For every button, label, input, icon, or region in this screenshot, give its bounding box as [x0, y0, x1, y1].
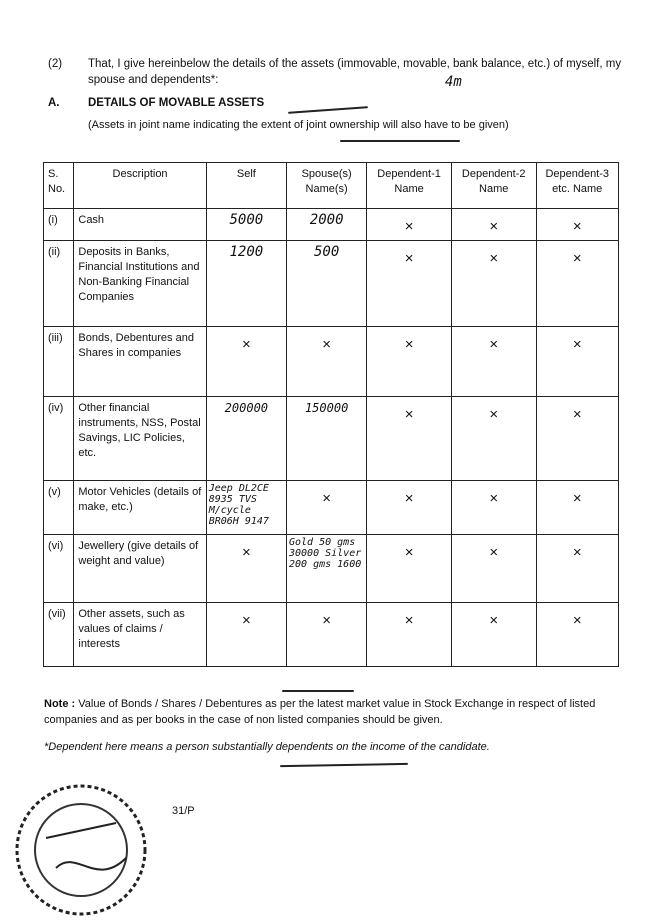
cross-mark: ×	[404, 612, 414, 629]
header-dependent-3: Dependent-3 etc. Name	[536, 163, 619, 209]
row-description: Jewellery (give details of weight and value)	[74, 535, 206, 603]
row-dep1	[367, 209, 452, 241]
row-dep2	[451, 535, 536, 603]
cross-mark: ×	[572, 406, 582, 423]
row-self	[206, 327, 286, 397]
cross-mark: ×	[404, 336, 414, 353]
cross-mark: ×	[572, 490, 582, 507]
cross-mark: ×	[489, 612, 499, 629]
cross-mark: ×	[404, 250, 414, 267]
cross-mark: ×	[322, 490, 332, 507]
table-header-row	[44, 163, 619, 209]
section-note: (Assets in joint name indicating the extent of joint ownership will also have to be given)	[88, 119, 509, 131]
row-description: Other assets, such as values of claims / interests	[74, 603, 206, 667]
row-dep1	[367, 603, 452, 667]
row-spouse	[287, 481, 367, 535]
row-sno: (i)	[44, 209, 74, 241]
row-spouse	[287, 397, 367, 481]
row-dep3	[536, 481, 619, 535]
header-dependent-1: Dependent-1 Name	[367, 163, 452, 209]
row-dep1	[367, 327, 452, 397]
row-description: Cash	[74, 209, 206, 241]
pen-underline	[280, 763, 408, 767]
row-description: Motor Vehicles (details of make, etc.)	[74, 481, 206, 535]
cross-mark: ×	[322, 612, 332, 629]
table-row	[44, 535, 619, 603]
note-text: Value of Bonds / Shares / Debentures as per the latest market value in Stock Exchange in respect of listed companies and as per books in the case of non listed companies should be given.	[44, 698, 596, 726]
handwritten-value: Gold 50 gms 30000 Silver 200 gms 1600	[289, 537, 362, 570]
row-self	[206, 209, 286, 241]
table-row	[44, 209, 619, 241]
row-dep3	[536, 209, 619, 241]
cross-mark: ×	[241, 612, 251, 629]
handwritten-value: 5000	[229, 212, 264, 228]
row-dep3	[536, 327, 619, 397]
pen-underline	[340, 140, 460, 142]
handwritten-value: 500	[313, 244, 340, 260]
row-description: Other financial instruments, NSS, Postal Savings, LIC Policies, etc.	[74, 397, 206, 481]
row-dep3	[536, 535, 619, 603]
header-dependent-2: Dependent-2 Name	[451, 163, 536, 209]
row-dep2	[451, 327, 536, 397]
row-dep2	[451, 241, 536, 327]
row-dep1	[367, 397, 452, 481]
intro-text: That, I give hereinbelow the details of the assets (immovable, movable, bank balance, etc.) of myself, my spouse and dependents*:	[88, 58, 622, 86]
row-dep1	[367, 535, 452, 603]
row-description: Bonds, Debentures and Shares in companies	[74, 327, 206, 397]
dependent-footnote: *Dependent here means a person substantially dependents on the income of the candidate.	[44, 741, 490, 753]
row-dep2	[451, 481, 536, 535]
handwritten-value: 2000	[309, 212, 344, 228]
handwritten-value: 150000	[304, 401, 349, 415]
cross-mark: ×	[572, 544, 582, 561]
table-row	[44, 481, 619, 535]
row-spouse	[287, 241, 367, 327]
handwritten-value: 200000	[224, 401, 269, 415]
row-self	[206, 535, 286, 603]
margin-handwritten-note: 4m	[445, 74, 462, 90]
header-self: Self	[206, 163, 286, 209]
cross-mark: ×	[572, 250, 582, 267]
row-dep3	[536, 603, 619, 667]
note-label: Note :	[44, 698, 76, 710]
header-description: Description	[74, 163, 206, 209]
cross-mark: ×	[489, 490, 499, 507]
table-row	[44, 603, 619, 667]
cross-mark: ×	[572, 612, 582, 629]
cross-mark: ×	[404, 218, 414, 235]
cross-mark: ×	[489, 336, 499, 353]
row-self	[206, 397, 286, 481]
handwritten-value: 1200	[229, 244, 264, 260]
row-description: Deposits in Banks, Financial Institutions and Non-Banking Financial Companies	[74, 241, 206, 327]
movable-assets-table	[43, 162, 619, 667]
row-dep3	[536, 241, 619, 327]
header-sno: S. No.	[44, 163, 74, 209]
table-row	[44, 327, 619, 397]
cross-mark: ×	[241, 544, 251, 561]
header-spouse: Spouse(s) Name(s)	[287, 163, 367, 209]
cross-mark: ×	[322, 336, 332, 353]
row-sno: (vi)	[44, 535, 74, 603]
row-dep2	[451, 209, 536, 241]
cross-mark: ×	[489, 544, 499, 561]
cross-mark: ×	[489, 218, 499, 235]
note-paragraph	[44, 696, 634, 728]
row-self	[206, 241, 286, 327]
cross-mark: ×	[404, 544, 414, 561]
cross-mark: ×	[489, 406, 499, 423]
row-dep3	[536, 397, 619, 481]
section-letter: A.	[48, 97, 60, 109]
row-spouse	[287, 603, 367, 667]
table-row	[44, 397, 619, 481]
row-dep2	[451, 397, 536, 481]
row-self	[206, 481, 286, 535]
row-dep1	[367, 241, 452, 327]
official-seal-stamp	[6, 778, 156, 918]
handwritten-value: Jeep DL2CE 8935 TVS M/cycle BR06H 9147	[208, 483, 269, 527]
pen-underline	[288, 106, 368, 114]
signature-scribble: 31/P	[172, 805, 195, 817]
row-sno: (v)	[44, 481, 74, 535]
row-sno: (iv)	[44, 397, 74, 481]
row-dep2	[451, 603, 536, 667]
cross-mark: ×	[404, 406, 414, 423]
row-self	[206, 603, 286, 667]
row-sno: (ii)	[44, 241, 74, 327]
row-sno: (vii)	[44, 603, 74, 667]
cross-mark: ×	[489, 250, 499, 267]
row-dep1	[367, 481, 452, 535]
pen-underline	[282, 690, 354, 692]
row-sno: (iii)	[44, 327, 74, 397]
section-title: DETAILS OF MOVABLE ASSETS	[88, 97, 265, 109]
intro-number: (2)	[48, 58, 63, 70]
row-spouse	[287, 209, 367, 241]
row-spouse	[287, 327, 367, 397]
cross-mark: ×	[241, 336, 251, 353]
cross-mark: ×	[404, 490, 414, 507]
cross-mark: ×	[572, 336, 582, 353]
row-spouse	[287, 535, 367, 603]
cross-mark: ×	[572, 218, 582, 235]
table-row	[44, 241, 619, 327]
